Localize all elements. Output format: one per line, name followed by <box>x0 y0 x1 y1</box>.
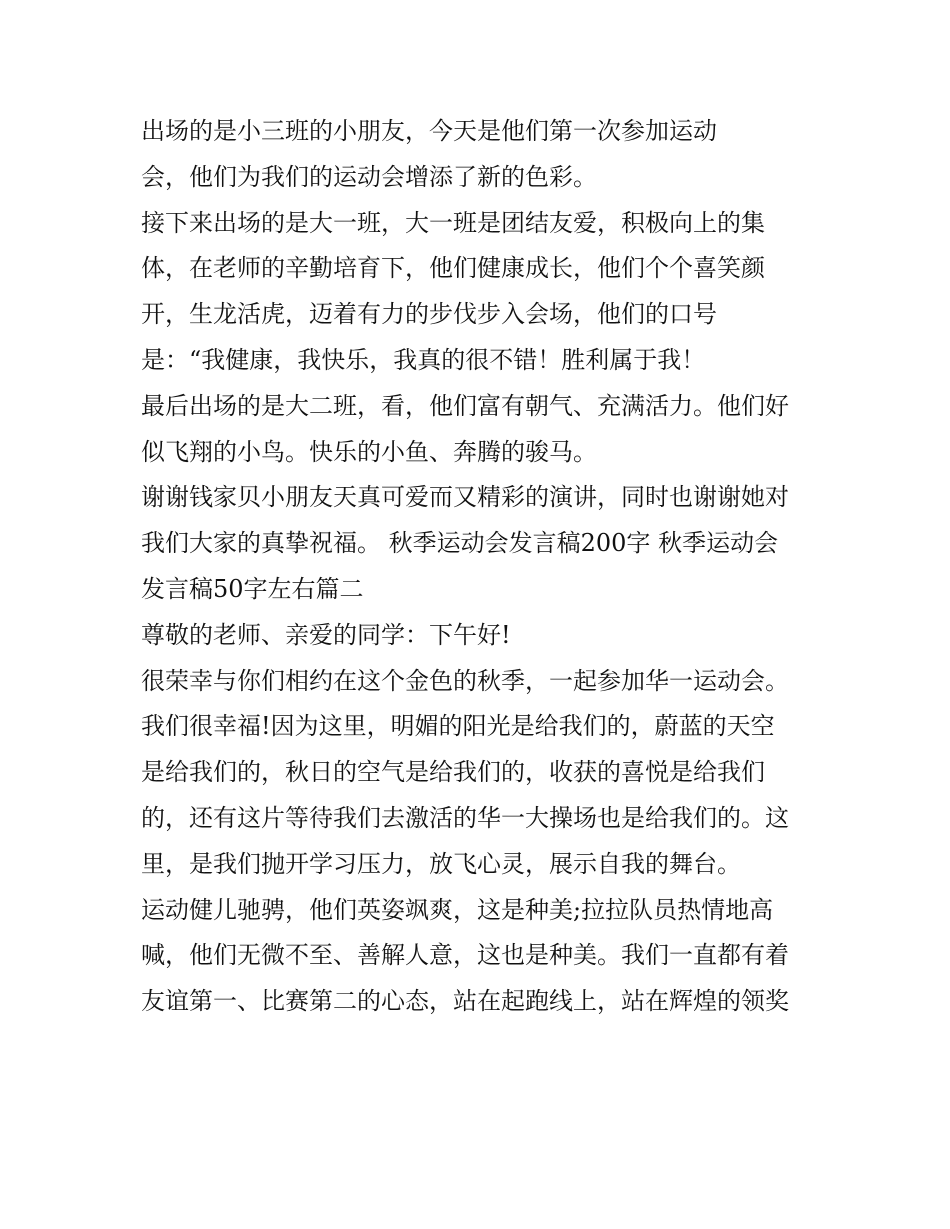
text-line: 似飞翔的小鸟。快乐的小鱼、奔腾的骏马。 <box>141 437 597 466</box>
text-line: 的，还有这片等待我们去激活的华一大操场也是给我们的。这 <box>141 803 789 832</box>
text-line: 谢谢钱家贝小朋友天真可爱而又精彩的演讲，同时也谢谢她对 <box>141 483 789 512</box>
document-body-text <box>141 109 831 1025</box>
text-line: 体，在老师的辛勤培育下，他们健康成长，他们个个喜笑颜 <box>141 254 765 283</box>
text-line: 会，他们为我们的运动会增添了新的色彩。 <box>141 162 597 191</box>
text-line: 接下来出场的是大一班，大一班是团结友爱，积极向上的集 <box>141 208 765 237</box>
text-line: 发言稿50字左右篇二 <box>141 574 364 603</box>
text-line: 出场的是小三班的小朋友，今天是他们第一次参加运动 <box>141 117 717 145</box>
text-line: 我们大家的真挚祝福。 秋季运动会发言稿200字 秋季运动会 <box>141 529 779 558</box>
text-line: 喊，他们无微不至、善解人意，这也是种美。我们一直都有着 <box>141 941 789 970</box>
text-line: 我们很幸福!因为这里，明媚的阳光是给我们的，蔚蓝的天空 <box>141 712 775 741</box>
text-line: 尊敬的老师、亲爱的同学：下午好! <box>141 620 511 649</box>
text-line: 是：“我健康，我快乐，我真的很不错！胜利属于我！ <box>141 345 706 374</box>
text-line: 很荣幸与你们相约在这个金色的秋季，一起参加华一运动会。 <box>141 666 789 695</box>
text-line: 友谊第一、比赛第二的心态，站在起跑线上，站在辉煌的领奖 <box>141 987 789 1016</box>
text-line: 运动健儿驰骋，他们英姿飒爽，这是种美;拉拉队员热情地高 <box>141 895 774 924</box>
text-line: 里，是我们抛开学习压力，放飞心灵，展示自我的舞台。 <box>141 849 741 878</box>
text-line: 开，生龙活虎，迈着有力的步伐步入会场，他们的口号 <box>141 300 717 329</box>
text-line: 最后出场的是大二班，看，他们富有朝气、充满活力。他们好 <box>141 391 789 420</box>
text-line: 是给我们的，秋日的空气是给我们的，收获的喜悦是给我们 <box>141 758 765 787</box>
